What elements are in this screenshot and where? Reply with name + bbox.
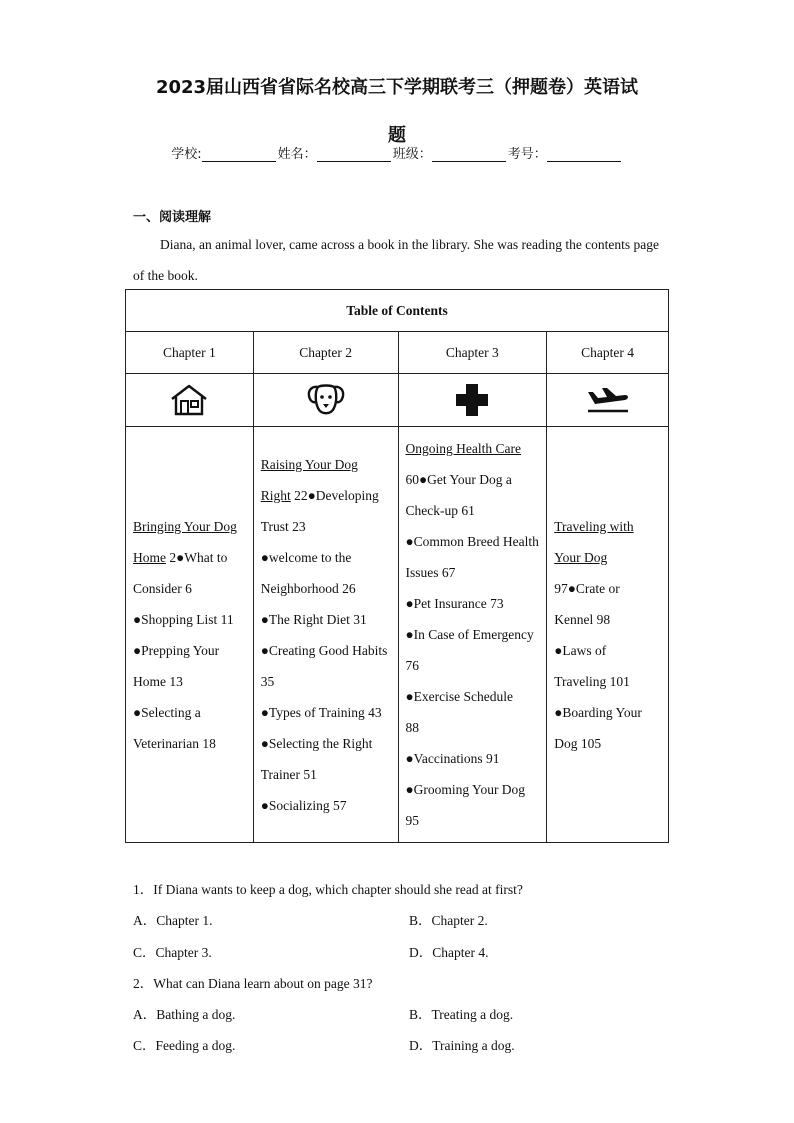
chapter-2-item: ●Types of Training 43 [260, 704, 382, 720]
question-1-stem: 1．If Diana wants to keep a dog, which chapter should she read at first? [133, 882, 523, 897]
chapter-4-heading-page: 97 [554, 580, 568, 596]
chapter-3-item: ●Vaccinations 91 [405, 751, 500, 766]
chapter-1-contents [126, 427, 254, 843]
question-1-option-a[interactable]: A．Chapter 1. [133, 913, 213, 928]
question-1-option-c[interactable]: C．Chapter 3. [133, 945, 212, 960]
title-line-2: 题 [388, 125, 406, 146]
chapter-1-heading[interactable]: Bringing Your Dog Home [133, 518, 237, 565]
chapter-4-item: ●Laws of Traveling 101 [554, 642, 630, 689]
chapter-3-item: ●Pet Insurance 73 [405, 596, 504, 611]
section-heading: 一、阅读理解 [133, 210, 212, 225]
number-blank[interactable] [547, 147, 621, 162]
chapter-4-label: Chapter 4 [547, 332, 669, 374]
toc-title: Table of Contents [126, 290, 669, 332]
chapter-2-item: ●Creating Good Habits 35 [260, 642, 388, 689]
class-label: 班级： [392, 147, 432, 162]
chapter-1-item: ●Prepping Your Home 13 [133, 642, 220, 689]
dog-icon [306, 382, 346, 418]
school-blank[interactable] [202, 147, 276, 162]
chapter-1-item: ●Selecting a Veterinarian 18 [133, 704, 216, 751]
chapter-3-item: ●Common Breed Health Issues 67 [405, 534, 539, 580]
chapter-1-item: ●What to Consider 6 [133, 549, 228, 596]
intro-paragraph: Diana, an animal lover, came across a book in the library. She was reading the contents page of the book. [133, 237, 660, 283]
chapter-3-item: ●In Case of Emergency 76 [405, 627, 534, 673]
chapter-4-icon-cell [547, 374, 669, 427]
question-2-option-d[interactable]: D．Training a dog. [409, 1038, 515, 1053]
chapter-3-heading[interactable]: Ongoing Health Care [405, 441, 521, 456]
chapter-3-label: Chapter 3 [398, 332, 547, 374]
chapter-2-item: ●Selecting the Right Trainer 51 [260, 735, 373, 782]
chapter-3-item: ●Get Your Dog a Check-up 61 [405, 472, 512, 518]
chapter-2-item: ●Socializing 57 [260, 797, 347, 813]
question-2-option-a[interactable]: A．Bathing a dog. [133, 1007, 236, 1022]
class-blank[interactable] [432, 147, 506, 162]
table-of-contents [125, 289, 669, 843]
chapter-3-item: ●Exercise Schedule 88 [405, 689, 530, 735]
title-line-1: 2023届山西省省际名校高三下学期联考三（押题卷）英语试 [155, 77, 639, 98]
student-info-line [0, 143, 794, 162]
chapter-2-item: ●Developing Trust 23 [260, 487, 379, 534]
chapter-1-icon-cell [126, 374, 254, 427]
chapter-2-label: Chapter 2 [253, 332, 398, 374]
number-label: 考号： [507, 147, 547, 162]
chapter-1-heading-page: 2 [166, 549, 177, 565]
question-2-stem: 2．What can Diana learn about on page 31? [133, 976, 373, 991]
question-2-option-b[interactable]: B．Treating a dog. [409, 1007, 514, 1022]
name-label: 姓名： [277, 147, 317, 162]
question-1-option-b[interactable]: B．Chapter 2. [409, 913, 488, 928]
school-label: 学校: [171, 147, 202, 162]
house-icon [170, 383, 208, 417]
chapter-2-heading-page: 22 [290, 487, 308, 503]
chapter-2-item: ●welcome to the Neighborhood 26 [260, 549, 356, 596]
chapter-3-heading-page: 60 [405, 472, 420, 487]
chapter-3-contents [398, 427, 547, 843]
medical-cross-icon [454, 382, 490, 418]
chapter-1-item: ●Shopping List 11 [133, 611, 234, 627]
chapter-1-label: Chapter 1 [126, 332, 254, 374]
chapter-4-contents [547, 427, 669, 843]
chapter-3-icon-cell [398, 374, 547, 427]
chapter-4-heading[interactable]: Traveling with Your Dog [554, 518, 634, 565]
chapter-2-contents [253, 427, 398, 843]
chapter-3-item: ●Grooming Your Dog 95 [405, 782, 526, 828]
name-blank[interactable] [317, 147, 391, 162]
chapter-2-heading[interactable]: Raising Your Dog Right [260, 456, 358, 503]
question-1-option-d[interactable]: D．Chapter 4. [409, 945, 489, 960]
question-2-option-c[interactable]: C．Feeding a dog. [133, 1038, 236, 1053]
chapter-4-item: ●Boarding Your Dog 105 [554, 704, 642, 751]
chapter-2-icon-cell [253, 374, 398, 427]
airplane-icon [585, 385, 631, 415]
chapter-4-item: ●Crate or Kennel 98 [554, 580, 620, 627]
chapter-2-item: ●The Right Diet 31 [260, 611, 367, 627]
